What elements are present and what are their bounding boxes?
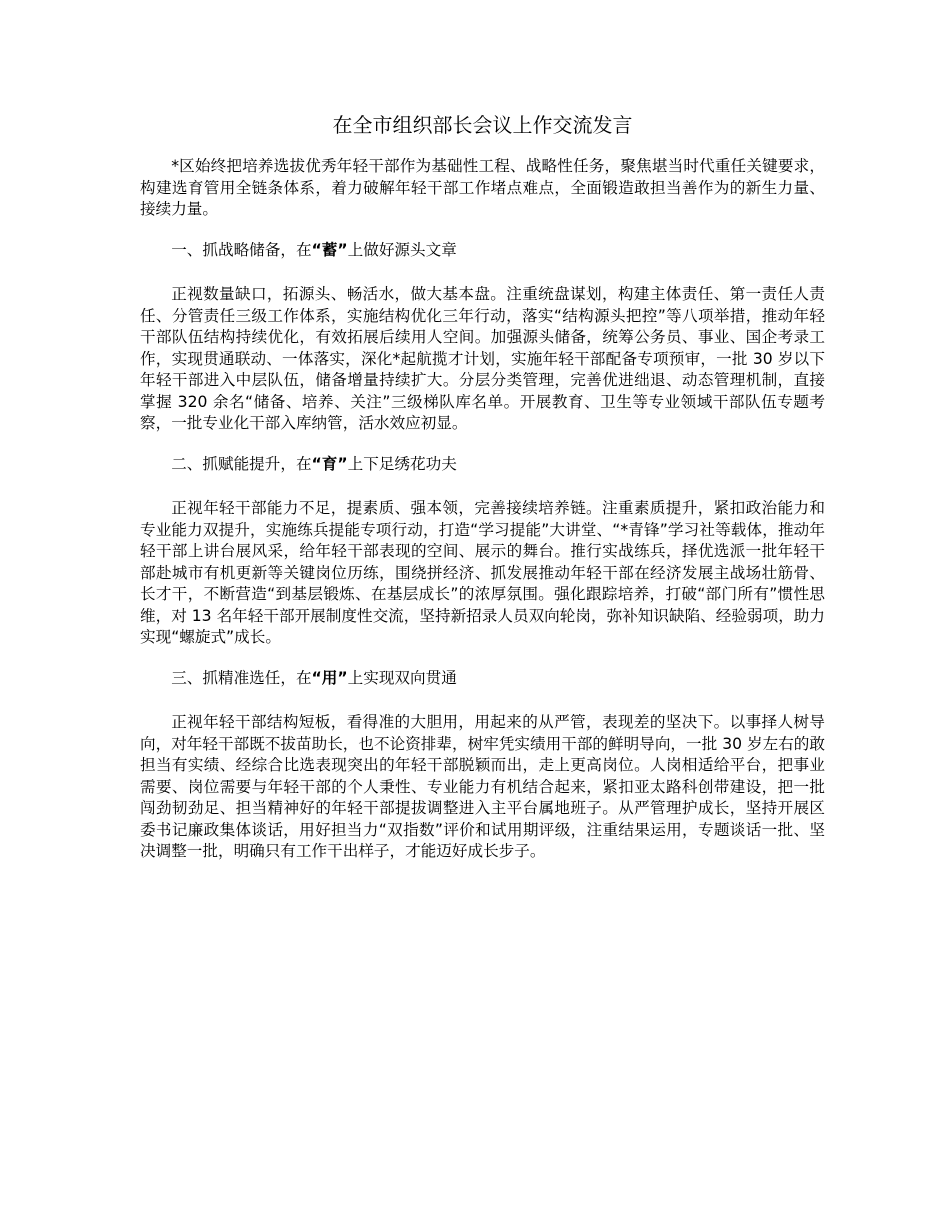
section-2-heading-prefix: 二、抓赋能提升，在	[171, 454, 312, 473]
section-1-heading	[140, 240, 825, 262]
section-2-heading-mark: “育”	[311, 454, 348, 473]
intro-paragraph: *区始终把培养选拔优秀年轻干部作为基础性工程、战略性任务，聚焦堪当时代重任关键要求，构建选育管用全链条体系，着力破解年轻干部工作堵点难点，全面锻造敢担当善作为的新生力量、接续力量。	[140, 157, 825, 218]
section-3-heading-mark: “用”	[311, 668, 348, 687]
section-2-heading-suffix: 上下足绣花功夫	[347, 454, 457, 473]
section-3-heading	[140, 668, 825, 690]
section-1-body: 正视数量缺口，拓源头、畅活水，做大基本盘。注重统盘谋划，构建主体责任、第一责任人责任、分管责任三级工作体系，实施结构优化三年行动，落实“结构源头把控”等八项举措，推动年轻干部队伍结构持续优化，有效拓展后续用人空间。加强源头储备，统筹公务员、事业、国企考录工作，实现贯通联动、一体落实，深化*起航揽才计划，实施年轻干部配备专项预审，一批 30 岁以下年轻干部进入中层队伍，储备增量持续扩大。分层分类管理，完善优进绌退、动态管理机制，直接掌握 320 余名“储备、培养、关注”三级梯队库名单。开展教育、卫生等专业领域干部队伍专题考察，一批专业化干部入库纳管，活水效应初显。	[140, 285, 825, 432]
section-1-heading-prefix: 一、抓战略储备，在	[171, 240, 312, 259]
section-3-body: 正视年轻干部结构短板，看得准的大胆用，用起来的从严管，表现差的坚决下。以事择人树导向，对年轻干部既不拔苗助长，也不论资排辈，树牢凭实绩用干部的鲜明导向，一批 30 岁左右的敢担当有实绩、经综合比选表现突出的年轻干部脱颖而出，走上更高岗位。人岗相适给平台，把事业需要、岗位需要与年轻干部的个人秉性、专业能力有机结合起来，紧扣亚太路科创带建设，把一批闯劲韧劲足、担当精神好的年轻干部提拔调整进入主平台属地班子。从严管理护成长，坚持开展区委书记廉政集体谈话，用好担当力“双指数”评价和试用期评级，注重结果运用，专题谈话一批、坚决调整一批，明确只有工作干出样子，才能迈好成长步子。	[140, 713, 825, 860]
section-1-heading-mark: “蓄”	[311, 240, 348, 259]
section-1-heading-suffix: 上做好源头文章	[347, 240, 457, 259]
document-page	[140, 108, 825, 863]
section-3-heading-prefix: 三、抓精准选任，在	[171, 668, 312, 687]
document-title: 在全市组织部长会议上作交流发言	[332, 113, 633, 137]
section-2-heading	[140, 454, 825, 476]
section-3-heading-suffix: 上实现双向贯通	[347, 668, 457, 687]
section-2-body: 正视年轻干部能力不足，提素质、强本领，完善接续培养链。注重素质提升，紧扣政治能力和专业能力双提升，实施练兵提能专项行动，打造“学习提能”大讲堂、“*青锋”学习社等载体，推动年轻干部上讲台展风采，给年轻干部表现的空间、展示的舞台。推行实战练兵，择优选派一批年轻干部赴城市有机更新等关键岗位历练，围绕拼经济、抓发展推动年轻干部在经济发展主战场壮筋骨、长才干，不断营造“到基层锻炼、在基层成长”的浓厚氛围。强化跟踪培养，打破“部门所有”惯性思维，对 13 名年轻干部开展制度性交流，坚持新招录人员双向轮岗，弥补知识缺陷、经验弱项，助力实现“螺旋式”成长。	[140, 499, 825, 646]
